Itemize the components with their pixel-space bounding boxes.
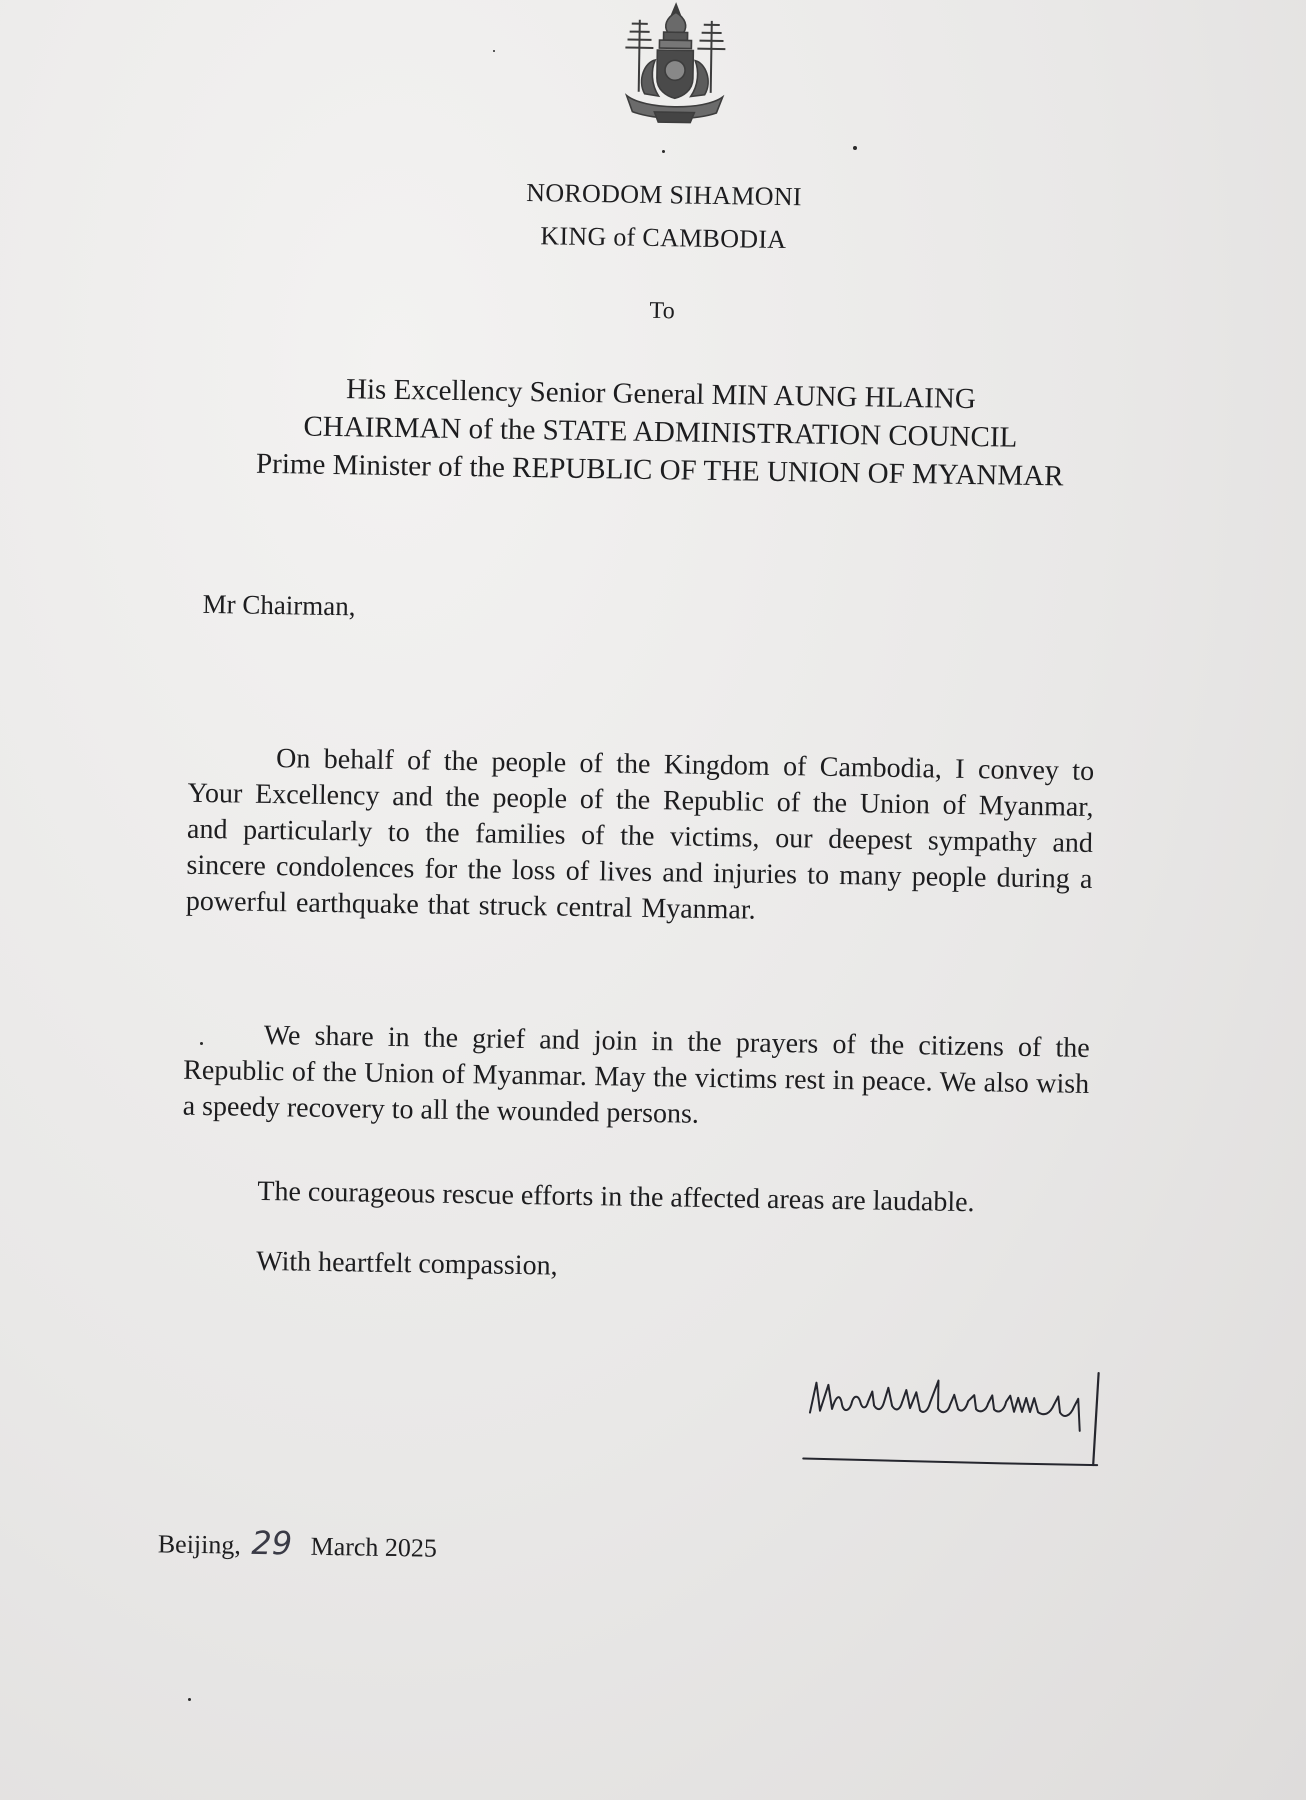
paper-speck — [200, 1042, 203, 1045]
closing-phrase: With heartfelt compassion, — [256, 1245, 558, 1282]
date-place: Beijing, — [157, 1529, 242, 1560]
signature — [797, 1364, 1149, 1479]
date-line — [158, 1522, 438, 1564]
date-month-year: March 2025 — [310, 1531, 438, 1563]
paper-speck — [662, 150, 665, 153]
paper-speck — [188, 1698, 191, 1701]
paper-speck — [853, 146, 857, 150]
royal-arms-of-cambodia-icon — [604, 0, 746, 126]
recipient-line-2: CHAIRMAN of the STATE ADMINISTRATION COUNCIL — [303, 410, 1018, 454]
date-day-handwritten: 29 — [251, 1523, 293, 1563]
paper-speck — [493, 50, 495, 52]
recipient-line-3: Prime Minister of the REPUBLIC OF THE UNION OF MYANMAR — [255, 447, 1064, 493]
sender-title: KING of CAMBODIA — [540, 221, 787, 255]
recipient-line-1: His Excellency Senior General MIN AUNG HLAING — [345, 373, 977, 416]
sender-name: NORODOM SIHAMONI — [526, 177, 803, 212]
body-paragraph-2: We share in the grief and join in the prayers of the citizens of the Republic of the Union of Myanmar. May the victims rest in peace. We also wish a speedy recovery to all the wounded persons. — [182, 1019, 1090, 1130]
body-paragraph-1: On behalf of the people of the Kingdom of Cambodia, I convey to Your Excellency and the people of the Republic of the Union of Myanmar, and particularly to the families of the victims, our deepest sympathy and sincere condolences for the loss of lives and injuries to many people during a powerful earthquake that struck central Myanmar. — [185, 743, 1095, 926]
body-paragraph-3: The courageous rescue efforts in the affected areas are laudable. — [257, 1175, 975, 1219]
to-label: To — [649, 297, 676, 325]
salutation: Mr Chairman, — [202, 588, 356, 622]
